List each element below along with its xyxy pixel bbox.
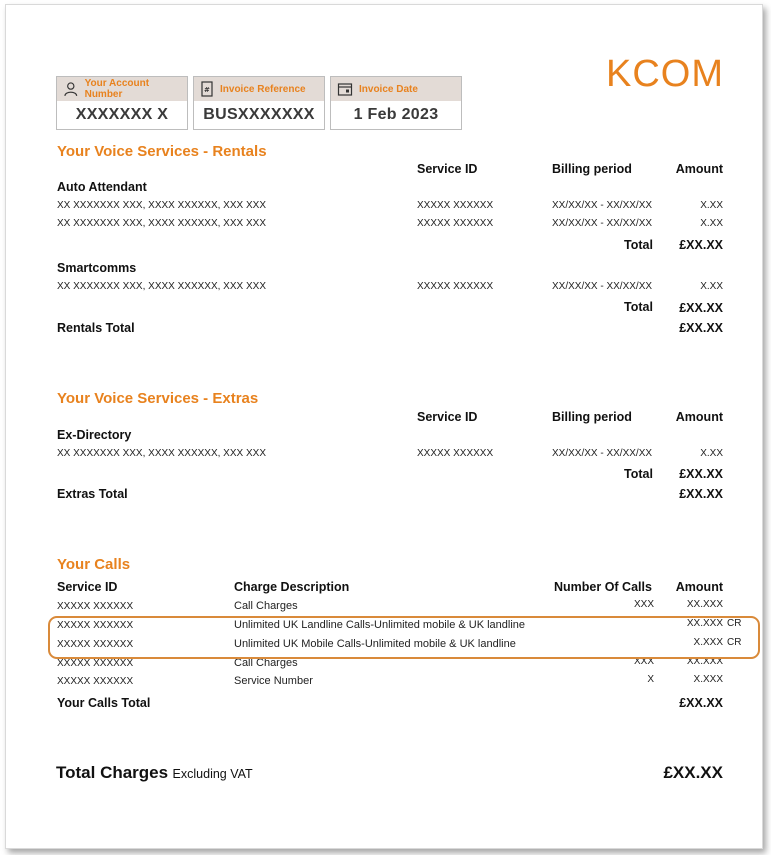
rental-row-desc: XX XXXXXXX XXX, XXXX XXXXXX, XXX XXX bbox=[57, 281, 266, 292]
group-total-label: Total bbox=[624, 238, 653, 252]
kcom-logo: KCOM bbox=[606, 53, 724, 95]
call-row-amount: X.XXX bbox=[693, 674, 723, 685]
extras-title: Your Voice Services - Extras bbox=[57, 390, 259, 407]
group-smartcomms: Smartcomms bbox=[57, 261, 137, 275]
invoice-reference-value: BUSXXXXXXX bbox=[203, 106, 315, 123]
call-row-count: XXX bbox=[633, 656, 654, 667]
rentals-col-service-id: Service ID bbox=[417, 162, 478, 176]
call-row-cr: CR bbox=[727, 618, 742, 629]
extras-total-value: £XX.XX bbox=[679, 487, 723, 501]
call-row-service-id: XXXXX XXXXXX bbox=[57, 601, 134, 612]
call-row-amount: XX.XXX bbox=[686, 618, 723, 629]
rentals-total-label: Rentals Total bbox=[57, 321, 135, 335]
group-auto-attendant: Auto Attendant bbox=[57, 180, 147, 194]
call-row-count: XXX bbox=[633, 599, 654, 610]
rentals-col-billing: Billing period bbox=[552, 162, 632, 176]
extras-col-amount: Amount bbox=[675, 410, 723, 424]
document-icon bbox=[200, 81, 214, 97]
call-row-desc: Unlimited UK Landline Calls-Unlimited mobile & UK landline bbox=[234, 619, 526, 631]
rental-row-billing: XX/XX/XX - XX/XX/XX bbox=[552, 200, 653, 211]
extras-col-service-id: Service ID bbox=[417, 410, 478, 424]
calendar-icon bbox=[337, 81, 353, 97]
rental-row-amount: X.XX bbox=[700, 218, 723, 229]
svg-text:#: # bbox=[204, 86, 210, 94]
rental-row-service-id: XXXXX XXXXXX bbox=[417, 281, 494, 292]
call-row-amount: XX.XXX bbox=[686, 599, 723, 610]
rentals-total-value: £XX.XX bbox=[679, 321, 723, 335]
call-row-service-id: XXXXX XXXXXX bbox=[57, 639, 134, 650]
call-row-amount: X.XXX bbox=[693, 637, 723, 648]
call-row-desc: Unlimited UK Mobile Calls-Unlimited mobile & UK landline bbox=[234, 638, 516, 650]
call-row-cr: CR bbox=[727, 637, 742, 648]
total-charges-label: Total Charges bbox=[56, 763, 169, 782]
total-charges-value: £XX.XX bbox=[663, 763, 723, 782]
calls-col-desc: Charge Description bbox=[234, 580, 350, 594]
rental-row-billing: XX/XX/XX - XX/XX/XX bbox=[552, 218, 653, 229]
account-number-value: XXXXXXX X bbox=[75, 106, 169, 123]
rental-row-amount: X.XX bbox=[700, 281, 723, 292]
call-row-service-id: XXXXX XXXXXX bbox=[57, 676, 134, 687]
group-total-label: Total bbox=[624, 300, 653, 314]
call-row-desc: Call Charges bbox=[234, 600, 298, 612]
total-charges-sub: Excluding VAT bbox=[172, 767, 253, 781]
extra-row-amount: X.XX bbox=[700, 448, 723, 459]
rental-row-service-id: XXXXX XXXXXX bbox=[417, 218, 494, 229]
highlight-outline bbox=[48, 616, 760, 659]
account-number-box bbox=[56, 76, 188, 130]
rental-row-desc: XX XXXXXXX XXX, XXXX XXXXXX, XXX XXX bbox=[57, 218, 266, 229]
invoice-date-label: Invoice Date bbox=[359, 83, 418, 95]
calls-total-value: £XX.XX bbox=[679, 696, 723, 710]
person-icon bbox=[63, 81, 79, 97]
call-row-service-id: XXXXX XXXXXX bbox=[57, 620, 134, 631]
total-charges bbox=[56, 763, 253, 783]
invoice-date-value: 1 Feb 2023 bbox=[353, 106, 439, 123]
rentals-col-amount: Amount bbox=[675, 162, 723, 176]
calls-title: Your Calls bbox=[57, 556, 131, 573]
rental-row-desc: XX XXXXXXX XXX, XXXX XXXXXX, XXX XXX bbox=[57, 200, 266, 211]
call-row-service-id: XXXXX XXXXXX bbox=[57, 658, 134, 669]
call-row-amount: XX.XXX bbox=[686, 656, 723, 667]
group-total-value: £XX.XX bbox=[679, 301, 723, 315]
group-ex-directory: Ex-Directory bbox=[57, 428, 132, 442]
rental-row-billing: XX/XX/XX - XX/XX/XX bbox=[552, 281, 653, 292]
call-row-desc: Call Charges bbox=[234, 657, 298, 669]
extra-row-desc: XX XXXXXXX XXX, XXXX XXXXXX, XXX XXX bbox=[57, 448, 266, 459]
rental-row-amount: X.XX bbox=[700, 200, 723, 211]
invoice-date-box bbox=[330, 76, 462, 130]
group-total-value: £XX.XX bbox=[679, 467, 723, 481]
account-number-label: Your Account Number bbox=[84, 78, 150, 100]
extras-total-label: Extras Total bbox=[57, 487, 128, 501]
invoice-page bbox=[5, 4, 763, 849]
rentals-title: Your Voice Services - Rentals bbox=[57, 143, 267, 160]
group-total-label: Total bbox=[624, 467, 653, 481]
invoice-reference-label: Invoice Reference bbox=[220, 83, 306, 95]
calls-col-amount: Amount bbox=[675, 580, 723, 594]
invoice-reference-box bbox=[193, 76, 325, 130]
calls-total-label: Your Calls Total bbox=[57, 696, 151, 710]
rental-row-service-id: XXXXX XXXXXX bbox=[417, 200, 494, 211]
call-row-count: X bbox=[647, 674, 654, 685]
extra-row-service-id: XXXXX XXXXXX bbox=[417, 448, 494, 459]
calls-col-service-id: Service ID bbox=[57, 580, 118, 594]
call-row-desc: Service Number bbox=[234, 675, 313, 687]
calls-col-count: Number Of Calls bbox=[554, 580, 652, 594]
extra-row-billing: XX/XX/XX - XX/XX/XX bbox=[552, 448, 653, 459]
group-total-value: £XX.XX bbox=[679, 238, 723, 252]
extras-col-billing: Billing period bbox=[552, 410, 632, 424]
